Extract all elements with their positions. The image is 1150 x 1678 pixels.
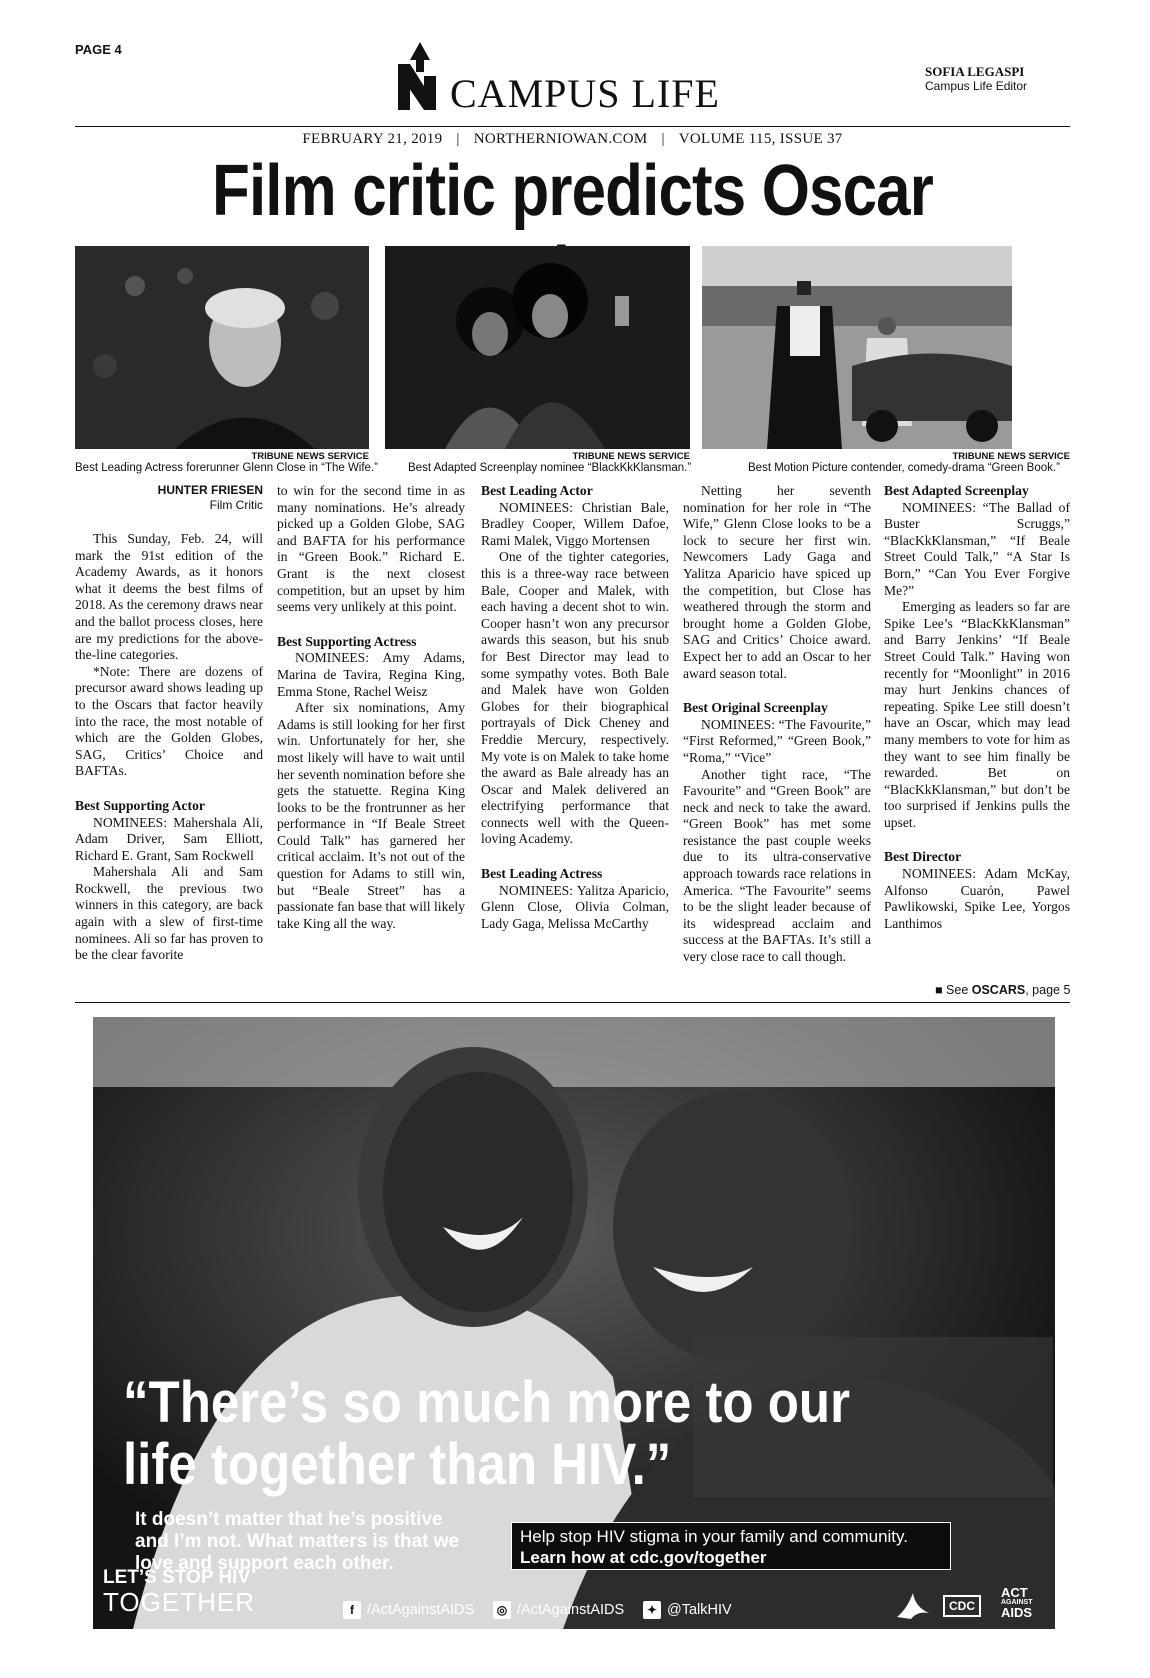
section-rule: [75, 1002, 1070, 1003]
cdc-logo: CDC: [943, 1595, 981, 1617]
article-paragraph: Emerging as leaders so far are Spike Lee’s “BlacKkKlansman” and Barry Jenkins’ “If Beale Street Could Talk.” Having won recently for “Moonlight” in 2016 may hurt Jenkins chances of repeating. Spike Lee still doesn’t have an Oscar, which may lead many members to vote for him as they want to see him finally be rewarded. Bet on “BlacKkKlansman,” but don’t be too surprised if Jenkins pulls the upset.: [884, 599, 1070, 830]
photo-credit: TRIBUNE NEWS SERVICE: [952, 451, 1070, 462]
article-paragraph: Mahershala Ali and Sam Rockwell, the previous two winners in this category, are back again with a slew of first-time nominees. Ali so far has proven to be the clear favorite: [75, 864, 263, 963]
section-name: CAMPUS LIFE: [450, 71, 720, 116]
facebook-link[interactable]: [343, 1601, 474, 1619]
photo-caption: Best Leading Actress forerunner Glenn Close in “The Wife.”: [75, 462, 378, 474]
article-paragraph: Another tight race, “The Favourite” and “Green Book” are neck and neck to take the award. “Green Book” has met some resistance the past couple weeks due to its ultra-conservative approach towards race relations in America. “The Favourite” seems to be the slight leader because of its widespread acclaim and success at the BAFTAs. It’s still a very close race to call though.: [683, 766, 871, 965]
article-column-2: [277, 483, 465, 932]
jump-key: OSCARS: [971, 983, 1026, 997]
nominees-list: NOMINEES: Amy Adams, Marina de Tavira, Regina King, Emma Stone, Rachel Weisz: [277, 650, 465, 699]
article-column-4: [683, 483, 871, 966]
ad-body-text: It doesn’t matter that he’s positive and I’m not. What matters is that we love and support each other.: [135, 1509, 460, 1574]
headline: Film critic predicts Oscar: [211, 151, 933, 231]
continued-jump[interactable]: [935, 983, 1070, 997]
act-logo-text: AIDS: [1001, 1605, 1033, 1620]
ad-quote-line: life together than HIV.”: [123, 1432, 672, 1497]
category-heading: Best Adapted Screenplay: [884, 483, 1029, 498]
article-paragraph: After six nominations, Amy Adams is still looking for her first win. Unfortunately for her, she most likely will have to wait until her seventh nomination before she gets the statuette. Regina King looks to be the frontrunner as her performance in “If Beale Street Could Talk” has garnered her critical acclaim. It’s not out of the question for Adams to still win, but “Beale Street” has a passionate fan base that will likely take King all the way.: [277, 700, 465, 931]
nominees-list: NOMINEES: Christian Bale, Bradley Cooper, Willem Dafoe, Rami Malek, Viggo Mortensen: [481, 499, 669, 548]
article-paragraph: *Note: There are dozens of precursor award shows leading up to the Oscars that factor heavily into the race, the most notable of which are the Golden Globes, SAG, Critics’ Choice and BAFTAs.: [75, 663, 263, 779]
website-link[interactable]: NORTHERNIOWAN.COM: [473, 131, 648, 147]
ad-cta-line: Help stop HIV stigma in your family and community.: [520, 1527, 908, 1546]
ad-cta-link[interactable]: Learn how at cdc.gov/together: [520, 1548, 767, 1567]
page-number: PAGE 4: [75, 42, 122, 57]
category-heading: Best Supporting Actress: [277, 633, 417, 649]
instagram-icon: ◎: [493, 1601, 511, 1619]
twitter-icon: ✦: [643, 1601, 661, 1619]
sponsor-logos: [883, 1587, 1053, 1623]
issue-date: FEBRUARY 21, 2019: [302, 131, 443, 147]
nominees-list: NOMINEES: Adam McKay, Alfonso Cuarón, Pawel Pawlikowski, Spike Lee, Yorgos Lanthimos: [884, 866, 1070, 931]
article-column-3: [481, 483, 669, 932]
category-heading: Best Leading Actress: [481, 866, 603, 882]
northern-iowan-logo: [392, 42, 448, 112]
masthead-rule: [75, 126, 1070, 127]
photo-credit: TRIBUNE NEWS SERVICE: [251, 451, 369, 462]
act-logo-text: ACT: [1001, 1585, 1028, 1600]
campaign-line: TOGETHER: [103, 1587, 255, 1617]
editor-name: SOFIA LEGASPI: [925, 64, 1025, 79]
square-bullet-icon: ■: [935, 983, 947, 997]
campaign-line: LET’S STOP HIV: [103, 1567, 251, 1588]
article-paragraph: This Sunday, Feb. 24, will mark the 91st edition of the Academy Awards, as it honors what it deems the best films of 2018. As the ceremony draws near and the ballot process closes, here are my predictions for the above-the-line categories.: [75, 531, 263, 663]
jump-prefix: See: [946, 983, 972, 997]
act-logo-text: AGAINST: [1001, 1599, 1033, 1606]
editor-title: Campus Life Editor: [925, 79, 1028, 93]
author-name: HUNTER FRIESEN: [157, 483, 263, 497]
social-handle: /ActAgainstAIDS: [367, 1602, 475, 1618]
category-heading: Best Original Screenplay: [683, 700, 828, 716]
photo-blackkklansman: [385, 246, 690, 449]
cdc-hiv-advertisement: [93, 1017, 1055, 1629]
photo-green-book: [702, 246, 1012, 449]
nominees-list: NOMINEES: “The Ballad of Buster Scruggs,” “BlacKkKlansman,” “If Beale Street Could Talk,” “A Star Is Born,” “Can You Ever Forgive Me?”: [884, 499, 1070, 598]
hhs-eagle-icon: [893, 1589, 933, 1621]
article-column-1: [75, 483, 263, 964]
category-heading: Best Supporting Actor: [75, 797, 205, 813]
social-handle: /ActAgainstAIDS: [517, 1602, 625, 1618]
social-handle: @TalkHIV: [667, 1602, 732, 1618]
photo-caption: Best Adapted Screenplay nominee “BlackKkKlansman.”: [408, 462, 692, 474]
category-heading: Best Leading Actor: [481, 483, 593, 498]
author-role: Film Critic: [209, 498, 263, 512]
article-paragraph: Netting her seventh nomination for her role in “The Wife,” Glenn Close looks to be a lock to secure her first win. Newcomers Lady Gaga and Yalitza Aparicio have spiced up the competition, but Close has weathered through the storm and brought home a Golden Globe, SAG and Critics’ Choice award. Expect her to add an Oscar to her award season total.: [683, 483, 871, 681]
dateline: FEBRUARY 21, 2019 | NORTHERNIOWAN.COM | VOLUME 115, ISSUE 37: [302, 131, 843, 147]
photo-credit: TRIBUNE NEWS SERVICE: [572, 451, 690, 462]
photo-the-wife: [75, 246, 369, 449]
twitter-link[interactable]: [643, 1601, 732, 1619]
nominees-list: NOMINEES: “The Favourite,” “First Reformed,” “Green Book,” “Roma,” “Vice”: [683, 716, 871, 765]
category-heading: Best Director: [884, 849, 962, 865]
ad-quote-line: “There’s so much more to our: [123, 1370, 850, 1435]
act-against-aids-logo: [1001, 1587, 1033, 1619]
jump-suffix: , page 5: [1025, 983, 1071, 997]
ad-cta-box[interactable]: [511, 1522, 951, 1570]
ad-quote: [123, 1372, 850, 1496]
nominees-list: NOMINEES: Mahershala Ali, Adam Driver, Sam Elliott, Richard E. Grant, Sam Rockwell: [75, 814, 263, 863]
instagram-link[interactable]: [493, 1601, 624, 1619]
article-column-5: [884, 483, 1070, 932]
photo-caption: Best Motion Picture contender, comedy-drama “Green Book.”: [748, 462, 1060, 474]
facebook-icon: f: [343, 1601, 361, 1619]
article-paragraph: One of the tighter categories, this is a three-way race between Bale, Cooper and Malek, with each having a decent shot to win. Cooper hasn’t won any precursor awards this season, but his snub for Best Director may lead to some sympathy votes. Both Bale and Malek have won Golden Globes for their biographical portrayals of Dick Cheney and Freddie Mercury, respectively. My vote is on Malek to take home the award as Bale already has an Oscar and Malek delivered an electrifying performance that connects well with the Queen-loving Academy.: [481, 549, 669, 847]
nominees-list: NOMINEES: Yalitza Aparicio, Glenn Close, Olivia Colman, Lady Gaga, Melissa McCarthy: [481, 882, 669, 931]
volume-issue: VOLUME 115, ISSUE 37: [678, 131, 843, 147]
article-paragraph: to win for the second time in as many nominations. He’s already picked up a Golden Globe, SAG and BAFTA for his performance in “Green Book.” Richard E. Grant is the next closest competition, but an upset by him seems very unlikely at this point.: [277, 483, 465, 615]
